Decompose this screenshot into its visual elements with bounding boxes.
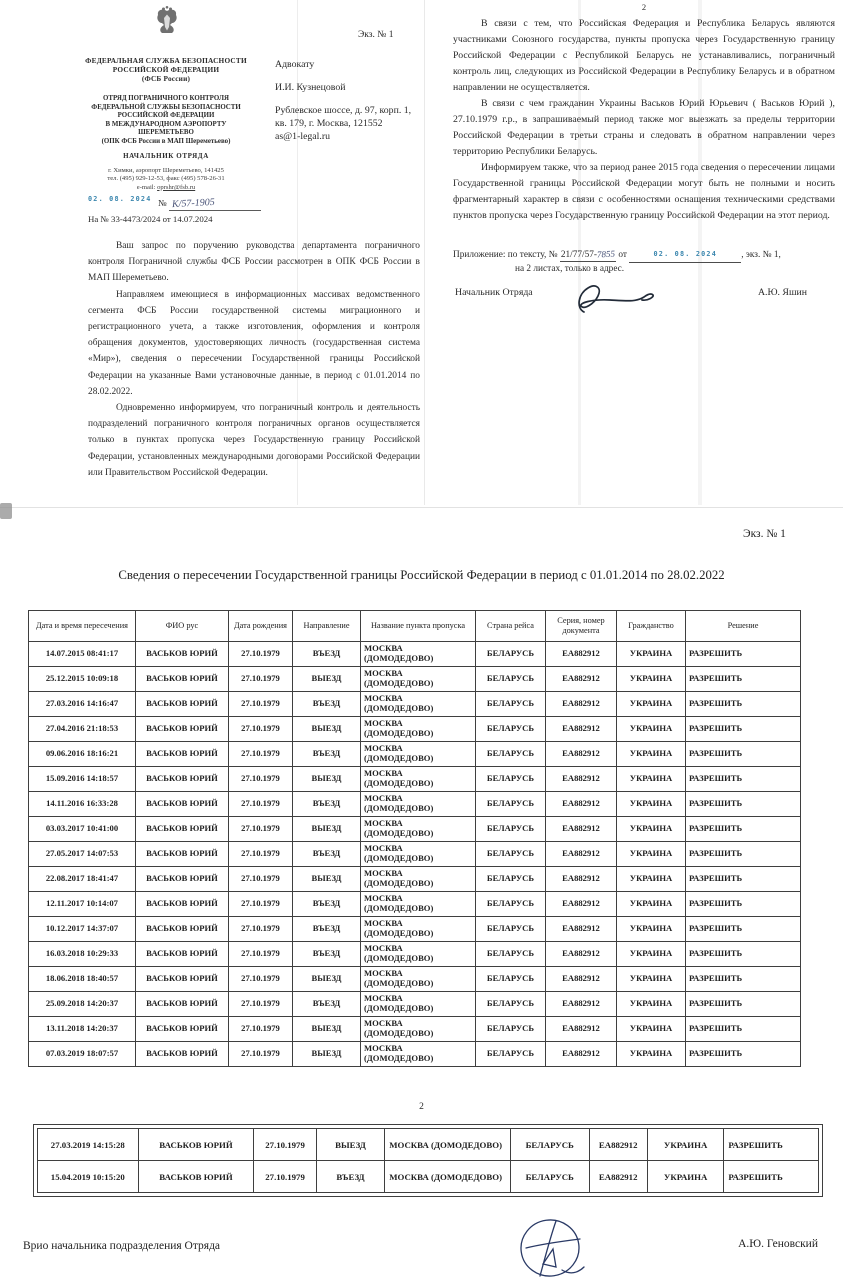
handwritten-number: К/57-1905: [171, 196, 215, 211]
cell-decision: РАЗРЕШИТЬ: [724, 1161, 819, 1193]
cell-decision: РАЗРЕШИТЬ: [686, 892, 801, 917]
org-name: ФЕДЕРАЛЬНАЯ СЛУЖБА БЕЗОПАСНОСТИ РОССИЙСКОЙ ФЕДЕРАЦИИ (ФСБ России): [85, 56, 247, 84]
cell-name: ВАСЬКОВ ЮРИЙ: [136, 692, 229, 717]
cell-datetime: 14.07.2015 08:41:17: [29, 642, 136, 667]
cell-document: EA882912: [546, 917, 617, 942]
cell-country: БЕЛАРУСЬ: [476, 717, 546, 742]
cell-direction: ВЪЕЗД: [293, 692, 361, 717]
cell-document: EA882912: [546, 967, 617, 992]
cell-decision: РАЗРЕШИТЬ: [686, 1042, 801, 1067]
table-row: [29, 842, 801, 867]
outgoing-number: № К/57-1905: [158, 198, 261, 211]
cell-birthdate: 27.10.1979: [229, 967, 293, 992]
cell-country: БЕЛАРУСЬ: [476, 1042, 546, 1067]
table-row: [38, 1161, 819, 1193]
cell-checkpoint: МОСКВА (ДОМОДЕДОВО): [385, 1129, 511, 1161]
paragraph: В связи с тем, что Российская Федерация и Республика Беларусь являются участниками Союзного государства, пункты пропуска через Государственную границу Российской Федерации с Республикой Беларусь не устанавливались, пограничный контроль лиц, следующих из Российской Федерации в Республику Беларусь и в обратном направлении не осуществляется.: [453, 18, 835, 93]
table-row: [29, 917, 801, 942]
cell-birthdate: 27.10.1979: [229, 892, 293, 917]
cell-citizenship: УКРАИНА: [617, 842, 686, 867]
signature-scribble-icon: [512, 1218, 594, 1280]
cell-checkpoint: МОСКВА (ДОМОДЕДОВО): [361, 817, 476, 842]
cell-document: EA882912: [546, 717, 617, 742]
table-header-row: [29, 611, 801, 642]
cell-country: БЕЛАРУСЬ: [476, 792, 546, 817]
table-header-cell: Направление: [293, 611, 361, 642]
cell-datetime: 15.09.2016 14:18:57: [29, 767, 136, 792]
cell-decision: РАЗРЕШИТЬ: [686, 842, 801, 867]
unit-name: ОТРЯД ПОГРАНИЧНОГО КОНТРОЛЯ ФЕДЕРАЛЬНОЙ СЛУЖБЫ БЕЗОПАСНОСТИ РОССИЙСКОЙ ФЕДЕРАЦИИ В МЕЖДУНАРОДНОМ АЭРОПОРТУ ШЕРЕМЕТЬЕВО (ОПК ФСБ России в МАП Шереметьево): [91, 95, 241, 145]
email-link: oprshr@fsb.ru: [157, 183, 196, 191]
cell-name: ВАСЬКОВ ЮРИЙ: [136, 967, 229, 992]
cell-citizenship: УКРАИНА: [617, 867, 686, 892]
table-row: [29, 817, 801, 842]
letter-body-page1: [88, 238, 420, 481]
exemplar-label: Экз. № 1: [743, 528, 786, 540]
table-row: [29, 692, 801, 717]
cell-decision: РАЗРЕШИТЬ: [686, 742, 801, 767]
cell-decision: РАЗРЕШИТЬ: [686, 667, 801, 692]
reference-number: На № 33-4473/2024 от 14.07.2024: [88, 214, 213, 224]
cell-birthdate: 27.10.1979: [229, 742, 293, 767]
cell-country: БЕЛАРУСЬ: [476, 667, 546, 692]
recipient-email: as@1-legal.ru: [275, 131, 330, 142]
cell-birthdate: 27.10.1979: [229, 867, 293, 892]
cell-name: ВАСЬКОВ ЮРИЙ: [136, 792, 229, 817]
cell-decision: РАЗРЕШИТЬ: [686, 642, 801, 667]
cell-direction: ВЪЕЗД: [293, 942, 361, 967]
cell-datetime: 25.09.2018 14:20:37: [29, 992, 136, 1017]
cell-country: БЕЛАРУСЬ: [476, 867, 546, 892]
cell-name: ВАСЬКОВ ЮРИЙ: [138, 1161, 254, 1193]
cell-direction: ВЫЕЗД: [293, 667, 361, 692]
cell-birthdate: 27.10.1979: [229, 942, 293, 967]
signer-name: А.Ю. Яшин: [757, 287, 807, 298]
cell-country: БЕЛАРУСЬ: [476, 692, 546, 717]
cell-direction: ВЫЕЗД: [293, 817, 361, 842]
cell-decision: РАЗРЕШИТЬ: [686, 992, 801, 1017]
table-row: [29, 992, 801, 1017]
cell-checkpoint: МОСКВА (ДОМОДЕДОВО): [361, 642, 476, 667]
scan-page-boundary: [0, 507, 843, 508]
cell-direction: ВЫЕЗД: [293, 717, 361, 742]
cell-name: ВАСЬКОВ ЮРИЙ: [136, 842, 229, 867]
table-row: [29, 867, 801, 892]
cell-name: ВАСЬКОВ ЮРИЙ: [136, 917, 229, 942]
table-header-cell: ФИО рус: [136, 611, 229, 642]
cell-datetime: 13.11.2018 14:20:37: [29, 1017, 136, 1042]
recipient-block: Адвокату И.И. Кузнецовой Рублевское шоссе, д. 97, корп. 1, кв. 179, г. Москва, 121552 as@1-legal.ru: [275, 58, 425, 143]
cell-birthdate: 27.10.1979: [229, 842, 293, 867]
fsb-emblem-icon: [156, 5, 178, 35]
cell-checkpoint: МОСКВА (ДОМОДЕДОВО): [361, 967, 476, 992]
cell-name: ВАСЬКОВ ЮРИЙ: [136, 867, 229, 892]
cell-checkpoint: МОСКВА (ДОМОДЕДОВО): [361, 667, 476, 692]
chief-title: НАЧАЛЬНИК ОТРЯДА: [123, 152, 209, 160]
cell-checkpoint: МОСКВА (ДОМОДЕДОВО): [361, 692, 476, 717]
cell-datetime: 15.04.2019 10:15:20: [38, 1161, 139, 1193]
cell-direction: ВЪЕЗД: [293, 842, 361, 867]
cell-document: EA882912: [546, 692, 617, 717]
crossing-title: Сведения о пересечении Государственной границы Российской Федерации в период с 01.01.2014 по 28.02.2022: [118, 568, 725, 582]
paragraph: Одновременно информируем, что пограничный контроль и деятельность подразделений пограничного контроля пограничных органов осуществляется только в пунктах пропуска через Государственную границу Российской Федерации, установленных международными договорами Российской Федерации или Правительством Российской Федерации.: [88, 403, 420, 478]
cell-citizenship: УКРАИНА: [617, 992, 686, 1017]
table-row: [29, 1017, 801, 1042]
cell-checkpoint: МОСКВА (ДОМОДЕДОВО): [361, 742, 476, 767]
cell-document: EA882912: [546, 1042, 617, 1067]
cell-country: БЕЛАРУСЬ: [476, 967, 546, 992]
cell-checkpoint: МОСКВА (ДОМОДЕДОВО): [361, 942, 476, 967]
cell-name: ВАСЬКОВ ЮРИЙ: [138, 1129, 254, 1161]
table-header-cell: Название пункта пропуска: [361, 611, 476, 642]
cell-name: ВАСЬКОВ ЮРИЙ: [136, 1017, 229, 1042]
table-row: [38, 1129, 819, 1161]
table-header-cell: Серия, номер документа: [546, 611, 617, 642]
cell-country: БЕЛАРУСЬ: [476, 642, 546, 667]
contact-block: [76, 167, 256, 192]
cell-name: ВАСЬКОВ ЮРИЙ: [136, 1042, 229, 1067]
cell-name: ВАСЬКОВ ЮРИЙ: [136, 717, 229, 742]
contact-email-line: e-mail: oprshr@fsb.ru: [136, 183, 196, 191]
paragraph: В связи с чем гражданин Украины Васьков Юрий Юрьевич ( Васьков Юрий ), 27.10.1979 г.р., в запрашиваемый период также мог выезжать за пределы территории Российской Федерации в третьи страны и следовать в обратном направлении через территорию Республики Беларусь.: [453, 98, 835, 157]
cell-birthdate: 27.10.1979: [229, 917, 293, 942]
cell-direction: ВЫЕЗД: [293, 1042, 361, 1067]
cell-datetime: 22.08.2017 18:41:47: [29, 867, 136, 892]
cell-document: EA882912: [546, 1017, 617, 1042]
table-header-cell: Дата рождения: [229, 611, 293, 642]
cell-direction: ВЪЕЗД: [293, 992, 361, 1017]
cell-direction: ВЪЕЗД: [316, 1161, 384, 1193]
cell-birthdate: 27.10.1979: [229, 767, 293, 792]
table-row: [29, 717, 801, 742]
cell-document: EA882912: [546, 942, 617, 967]
letter-page2-number: 2: [641, 2, 647, 12]
cell-name: ВАСЬКОВ ЮРИЙ: [136, 667, 229, 692]
cell-document: EA882912: [589, 1161, 647, 1193]
cell-citizenship: УКРАИНА: [617, 692, 686, 717]
cell-checkpoint: МОСКВА (ДОМОДЕДОВО): [361, 1017, 476, 1042]
cell-citizenship: УКРАИНА: [647, 1129, 723, 1161]
cell-citizenship: УКРАИНА: [617, 1042, 686, 1067]
cell-document: EA882912: [546, 817, 617, 842]
cell-birthdate: 27.10.1979: [229, 642, 293, 667]
cell-document: EA882912: [546, 892, 617, 917]
cell-datetime: 07.03.2019 18:07:57: [29, 1042, 136, 1067]
cell-citizenship: УКРАИНА: [617, 642, 686, 667]
cell-checkpoint: МОСКВА (ДОМОДЕДОВО): [361, 892, 476, 917]
cell-citizenship: УКРАИНА: [617, 792, 686, 817]
signer-name: А.Ю. Геновский: [738, 1238, 818, 1250]
cell-country: БЕЛАРУСЬ: [476, 992, 546, 1017]
cell-datetime: 27.03.2016 14:16:47: [29, 692, 136, 717]
cell-datetime: 18.06.2018 18:40:57: [29, 967, 136, 992]
cell-datetime: 12.11.2017 10:14:07: [29, 892, 136, 917]
cell-direction: ВЪЕЗД: [293, 792, 361, 817]
cell-country: БЕЛАРУСЬ: [511, 1161, 590, 1193]
cell-datetime: 03.03.2017 10:41:00: [29, 817, 136, 842]
cell-birthdate: 27.10.1979: [229, 992, 293, 1017]
table-row: [29, 892, 801, 917]
cell-document: EA882912: [546, 867, 617, 892]
cell-direction: ВЪЕЗД: [293, 892, 361, 917]
cell-decision: РАЗРЕШИТЬ: [686, 717, 801, 742]
cell-checkpoint: МОСКВА (ДОМОДЕДОВО): [361, 992, 476, 1017]
cell-document: EA882912: [546, 642, 617, 667]
cell-datetime: 27.05.2017 14:07:53: [29, 842, 136, 867]
cell-document: EA882912: [546, 767, 617, 792]
table-row: [29, 667, 801, 692]
cell-direction: ВЫЕЗД: [293, 867, 361, 892]
cell-citizenship: УКРАИНА: [617, 667, 686, 692]
cell-country: БЕЛАРУСЬ: [511, 1129, 590, 1161]
scan-artifact: [0, 503, 12, 519]
cell-decision: РАЗРЕШИТЬ: [686, 817, 801, 842]
contact-address: г. Химки, аэропорт Шереметьево, 141425 тел. (495) 929-12-53, факс (495) 578-26-31: [107, 167, 225, 183]
cell-direction: ВЫЕЗД: [293, 1017, 361, 1042]
cell-direction: ВЫЕЗД: [293, 967, 361, 992]
cell-datetime: 27.04.2016 21:18:53: [29, 717, 136, 742]
cell-document: EA882912: [546, 742, 617, 767]
table-row: [29, 767, 801, 792]
cell-datetime: 14.11.2016 16:33:28: [29, 792, 136, 817]
cell-document: EA882912: [589, 1129, 647, 1161]
cell-name: ВАСЬКОВ ЮРИЙ: [136, 817, 229, 842]
cell-document: EA882912: [546, 992, 617, 1017]
signer-title: Врио начальника подразделения Отряда: [23, 1240, 221, 1252]
cell-citizenship: УКРАИНА: [617, 892, 686, 917]
cell-datetime: 25.12.2015 10:09:18: [29, 667, 136, 692]
cell-citizenship: УКРАИНА: [617, 1017, 686, 1042]
cell-country: БЕЛАРУСЬ: [476, 742, 546, 767]
cell-decision: РАЗРЕШИТЬ: [686, 692, 801, 717]
signer-title: Начальник Отряда: [455, 287, 533, 298]
cell-document: EA882912: [546, 792, 617, 817]
cell-direction: ВЫЕЗД: [316, 1129, 384, 1161]
paragraph: Информируем также, что за период ранее 2015 года сведения о пересечении лицами Государственной границы Российской Федерации могут быть не полными и носить фрагментарный характер в связи с особенностями оснащения техническими средствами пунктов пропуска через Государственную границу Российской Федерации на этот период.: [453, 162, 835, 221]
cell-birthdate: 27.10.1979: [254, 1161, 316, 1193]
cell-birthdate: 27.10.1979: [254, 1129, 316, 1161]
cell-checkpoint: МОСКВА (ДОМОДЕДОВО): [361, 842, 476, 867]
cell-birthdate: 27.10.1979: [229, 817, 293, 842]
cell-decision: РАЗРЕШИТЬ: [686, 867, 801, 892]
date-stamp: 02. 08. 2024: [653, 250, 718, 258]
exemplar-label: Экз. № 1: [358, 30, 394, 40]
cell-name: ВАСЬКОВ ЮРИЙ: [136, 767, 229, 792]
cell-citizenship: УКРАИНА: [617, 942, 686, 967]
cell-birthdate: 27.10.1979: [229, 1017, 293, 1042]
cell-country: БЕЛАРУСЬ: [476, 942, 546, 967]
cell-birthdate: 27.10.1979: [229, 792, 293, 817]
cell-direction: ВЪЕЗД: [293, 642, 361, 667]
cell-citizenship: УКРАИНА: [617, 767, 686, 792]
paragraph: Ваш запрос по поручению руководства департамента пограничного контроля Пограничной службы ФСБ России рассмотрен в ОПК ФСБ России в МАП Шереметьево.: [88, 241, 420, 284]
cell-direction: ВЫЕЗД: [293, 767, 361, 792]
cell-name: ВАСЬКОВ ЮРИЙ: [136, 642, 229, 667]
cell-datetime: 27.03.2019 14:15:28: [38, 1129, 139, 1161]
table-header-cell: Страна рейса: [476, 611, 546, 642]
cell-checkpoint: МОСКВА (ДОМОДЕДОВО): [361, 767, 476, 792]
attachment-note: Приложение: по тексту, № 21/77/57-7855 от 02. 08. 2024 , экз. № 1, на 2 листах, только в адрес.: [453, 248, 781, 274]
cell-citizenship: УКРАИНА: [617, 817, 686, 842]
crossing-table: [28, 610, 801, 1067]
signature-scribble-icon: [570, 278, 660, 323]
table-row: [29, 742, 801, 767]
cell-country: БЕЛАРУСЬ: [476, 1017, 546, 1042]
cell-decision: РАЗРЕШИТЬ: [686, 767, 801, 792]
cell-country: БЕЛАРУСЬ: [476, 917, 546, 942]
cell-citizenship: УКРАИНА: [617, 742, 686, 767]
cell-country: БЕЛАРУСЬ: [476, 892, 546, 917]
date-stamp: 02. 08. 2024: [88, 195, 152, 203]
cell-checkpoint: МОСКВА (ДОМОДЕДОВО): [361, 792, 476, 817]
table-header-cell: Дата и время пересечения: [29, 611, 136, 642]
cell-citizenship: УКРАИНА: [617, 967, 686, 992]
cell-checkpoint: МОСКВА (ДОМОДЕДОВО): [361, 1042, 476, 1067]
cell-birthdate: 27.10.1979: [229, 1042, 293, 1067]
cell-decision: РАЗРЕШИТЬ: [686, 792, 801, 817]
table-row: [29, 1042, 801, 1067]
cell-checkpoint: МОСКВА (ДОМОДЕДОВО): [361, 717, 476, 742]
cell-citizenship: УКРАИНА: [647, 1161, 723, 1193]
letter-body-page2: [453, 16, 835, 224]
paragraph: Направляем имеющиеся в информационных массивах ведомственного сегмента ФСБ России государственной системы миграционного и регистрационного учета, а также изготовления, оформления и контроля обращения документов, удостоверяющих личность (государственная система «Мир»), сведения о пересечении Государственной границы Российской Федерации на указанные Вами установочные данные, в период с 01.01.2014 по 28.02.2022.: [88, 289, 420, 397]
table-row: [29, 942, 801, 967]
cell-datetime: 10.12.2017 14:37:07: [29, 917, 136, 942]
cell-citizenship: УКРАИНА: [617, 917, 686, 942]
cell-citizenship: УКРАИНА: [617, 717, 686, 742]
cell-name: ВАСЬКОВ ЮРИЙ: [136, 742, 229, 767]
cell-name: ВАСЬКОВ ЮРИЙ: [136, 942, 229, 967]
cell-country: БЕЛАРУСЬ: [476, 842, 546, 867]
cell-name: ВАСЬКОВ ЮРИЙ: [136, 892, 229, 917]
cell-name: ВАСЬКОВ ЮРИЙ: [136, 992, 229, 1017]
cell-decision: РАЗРЕШИТЬ: [686, 942, 801, 967]
cell-checkpoint: МОСКВА (ДОМОДЕДОВО): [361, 867, 476, 892]
table-row: [29, 967, 801, 992]
cell-decision: РАЗРЕШИТЬ: [686, 967, 801, 992]
cell-datetime: 16.03.2018 10:29:33: [29, 942, 136, 967]
crossing-table-page2: [33, 1124, 823, 1197]
table-header-cell: Решение: [686, 611, 801, 642]
cell-decision: РАЗРЕШИТЬ: [686, 917, 801, 942]
cell-decision: РАЗРЕШИТЬ: [724, 1129, 819, 1161]
cell-country: БЕЛАРУСЬ: [476, 817, 546, 842]
handwritten-number: 7855: [596, 248, 616, 260]
cell-checkpoint: МОСКВА (ДОМОДЕДОВО): [361, 917, 476, 942]
cell-direction: ВЪЕЗД: [293, 742, 361, 767]
table-row: [29, 642, 801, 667]
cell-country: БЕЛАРУСЬ: [476, 767, 546, 792]
table-header-cell: Гражданство: [617, 611, 686, 642]
table-row: [29, 792, 801, 817]
cell-birthdate: 27.10.1979: [229, 717, 293, 742]
cell-direction: ВЪЕЗД: [293, 917, 361, 942]
cell-document: EA882912: [546, 667, 617, 692]
cell-decision: РАЗРЕШИТЬ: [686, 1017, 801, 1042]
cell-checkpoint: МОСКВА (ДОМОДЕДОВО): [385, 1161, 511, 1193]
cell-document: EA882912: [546, 842, 617, 867]
cell-birthdate: 27.10.1979: [229, 692, 293, 717]
attachment-page2-number: 2: [419, 1102, 424, 1112]
cell-datetime: 09.06.2016 18:16:21: [29, 742, 136, 767]
cell-birthdate: 27.10.1979: [229, 667, 293, 692]
